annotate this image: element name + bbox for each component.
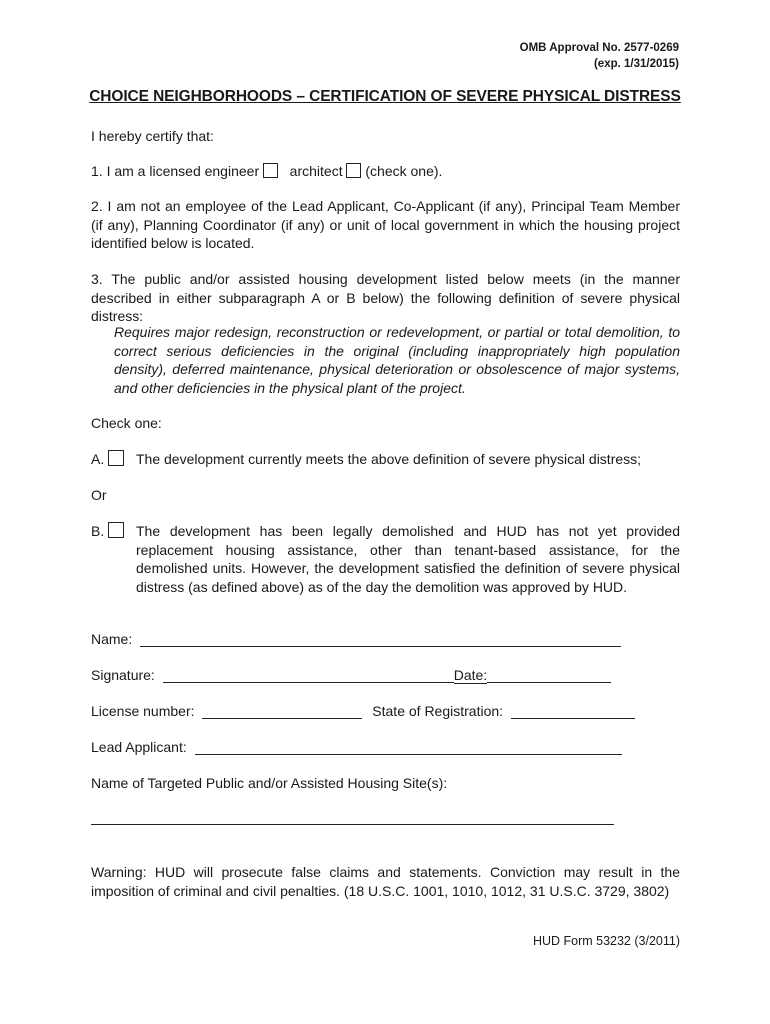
lead-applicant-row (91, 738, 622, 756)
option-b-label: B. (91, 523, 105, 539)
certify-intro: I hereby certify that: (91, 128, 214, 144)
form-title: CHOICE NEIGHBORHOODS – CERTIFICATION OF SEVERE PHYSICAL DISTRESS (89, 88, 681, 105)
warning-text: Warning: HUD will prosecute false claims and statements. Conviction may result in the imposition of criminal and civil penalties. (18 U.S.C. 1001, 1010, 1012, 31 U.S.C. 3729, 3802) (91, 864, 680, 899)
option-b-text: The development has been legally demolished and HUD has not yet provided replacement housing assistance, other than tenant-based assistance, for the demolished units. However, the development satisfied the definition of severe physical distress (as defined above) as of the day the demolition was approved by HUD. (136, 523, 680, 595)
lead-applicant-label: Lead Applicant: (91, 739, 187, 755)
site-label: Name of Targeted Public and/or Assisted Housing Site(s): (91, 775, 448, 791)
date-field[interactable] (487, 668, 611, 683)
engineer-checkbox[interactable] (263, 163, 278, 178)
option-b (91, 522, 680, 602)
option-a-label-group (91, 450, 124, 469)
check-one-label: Check one: (91, 415, 162, 431)
item-3: 3. The public and/or assisted housing development listed below meets (in the manner described in either subparagraph A or B below) the following definition of severe physical distress: (91, 271, 680, 324)
omb-approval-number: OMB Approval No. 2577-0269 (519, 42, 679, 54)
item-2: 2. I am not an employee of the Lead Applicant, Co-Applicant (if any), Principal Team Member (if any), Planning Coordinator (if any) or unit of local government in which the housing project identified below is located. (91, 198, 680, 251)
state-label: State of Registration: (372, 703, 504, 719)
name-field[interactable] (140, 632, 621, 647)
name-label: Name: (91, 631, 133, 647)
signature-label: Signature: (91, 667, 155, 683)
architect-checkbox[interactable] (346, 163, 361, 178)
omb-expiration: (exp. 1/31/2015) (593, 58, 679, 70)
form-number: HUD Form 53232 (3/2011) (532, 934, 680, 948)
option-b-label-group (91, 522, 124, 541)
item-1-architect-label: architect (289, 163, 343, 179)
option-a-label: A. (91, 451, 105, 467)
name-row (91, 630, 621, 648)
item-1 (91, 162, 680, 181)
signature-row (91, 666, 611, 684)
option-a-text: The development currently meets the above definition of severe physical distress; (136, 451, 642, 467)
option-a (91, 450, 680, 470)
date-label: Date: (453, 667, 488, 683)
state-registration-field[interactable] (511, 704, 635, 719)
signature-field[interactable] (163, 668, 454, 683)
option-a-checkbox[interactable] (108, 450, 124, 466)
lead-applicant-field[interactable] (195, 740, 622, 755)
license-label: License number: (91, 703, 195, 719)
distress-definition: Requires major redesign, reconstruction or redevelopment, or partial or total demolition, to correct serious deficiencies in the original (including inappropriately high population density), deferred maintenance, physical deterioration or obsolescence of major systems, and other deficiencies in the physical plant of the project. (114, 324, 680, 396)
item-1-prefix: 1. I am a licensed engineer (91, 163, 260, 179)
site-name-field[interactable] (91, 824, 614, 825)
license-number-field[interactable] (202, 704, 362, 719)
option-b-checkbox[interactable] (108, 522, 124, 538)
item-1-suffix: (check one). (365, 163, 443, 179)
omb-approval-block (520, 40, 679, 72)
license-row (91, 702, 635, 720)
or-text: Or (91, 487, 107, 503)
